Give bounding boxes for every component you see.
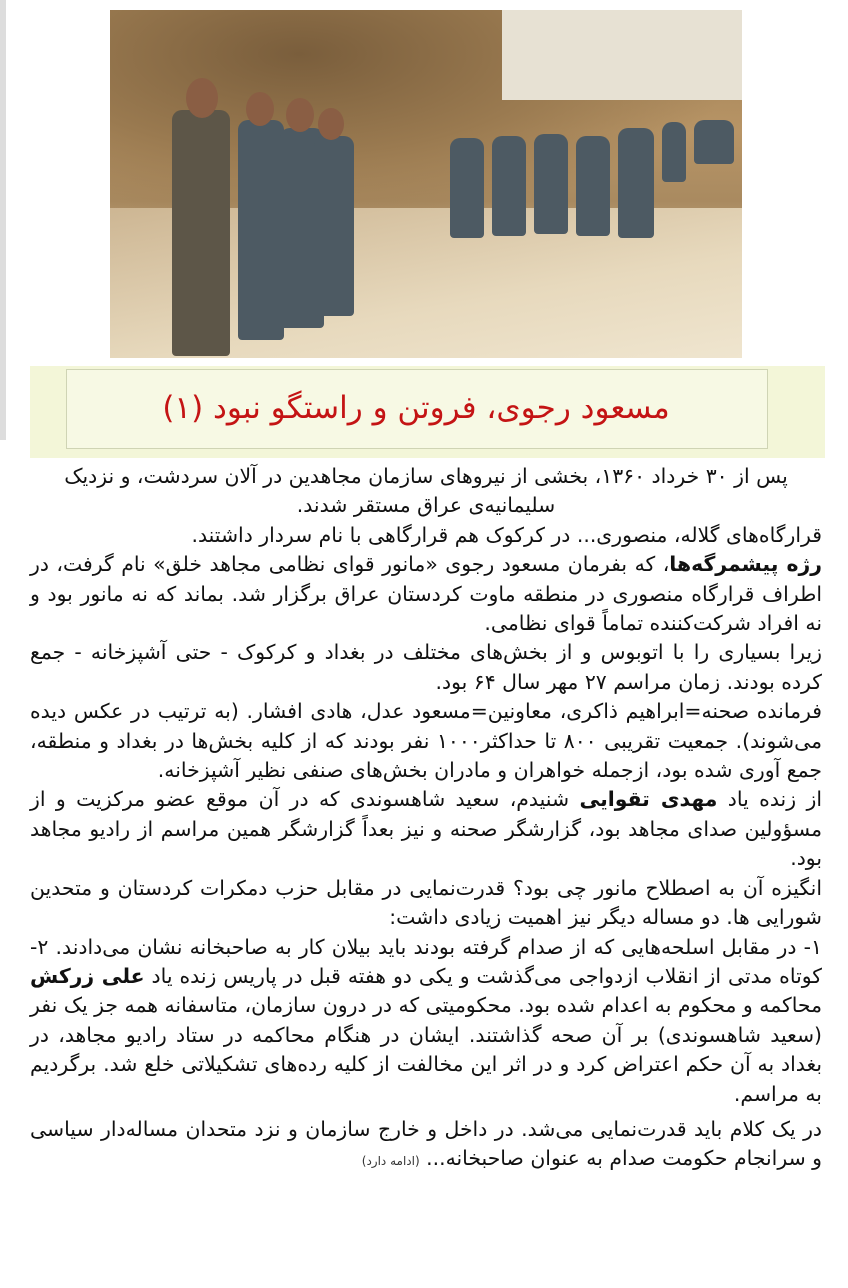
photo-marcher-group <box>694 120 734 164</box>
photo-head <box>186 78 218 118</box>
paragraph: انگیزه آن به اصطلاح مانور چی بود؟ قدرت‌نمایی در مقابل حزب دمکرات کردستان و متحدین شورایی ها. دو مساله دیگر نیز اهمیت زیادی داشت: <box>30 875 822 930</box>
photo-marcher <box>534 134 568 234</box>
photo-marcher <box>618 128 654 238</box>
photo-marcher <box>450 138 484 238</box>
photo-figure-commander <box>172 110 230 356</box>
photo-head <box>318 108 344 140</box>
page-edge <box>0 0 6 440</box>
highlight-phrase: رژه پیشمرگه‌ها <box>669 552 822 577</box>
paragraph-text: ، که بفرمان مسعود رجوی «مانور قوای نظامی مجاهد خلق» نام گرفت، در اطراف قرارگاه منصوری در منطقه ماوت کردستان عراق برگزار شد. بماند که نه مانور بود و نه افراد شرکت‌کننده تماماً قوای نظامی. <box>30 552 822 636</box>
photo-figure-deputy <box>238 120 284 340</box>
paragraph: پس از ۳۰ خرداد ۱۳۶۰، بخشی از نیروهای سازمان مجاهدین در آلان سردشت، و نزدیک سلیمانیه‌ی عراق مستقر شدند. <box>64 464 788 518</box>
paragraph-text: ۱- در مقابل اسلحه‌هایی که از صدام گرفته بودند باید بیلان کار به صاحبخانه نشان می‌دادند. ۲- کوتاه مدتی از انقلاب ازدواجی می‌گذشت و یکی دو هفته قبل در پاریس زنده یاد <box>30 934 822 988</box>
paragraph-text: در یک کلام باید قدرت‌نمایی می‌شد. در داخل و خارج سازمان و نزد متحدان مساله‌دار سیاسی و سرانجام حکومت صدام به عنوان صاحبخانه... <box>30 1116 822 1171</box>
paragraph-text: محاکمه و محکوم به اعدام شده بود. محکومیتی که در درون سازمان، متاسفانه همه جز یک نفر (سعید شاهسوندی) بر آن صحه گذاشتند. ایشان در هنگام محاکمه در ستاد رادیو مجاهد، در بغداد به آن حکم اعتراض کرد و در اثر این مخالفت از کلیه رده‌های تشکیلاتی خلع شد. برگردیم به مراسم. <box>30 993 822 1106</box>
photo-figure-officer <box>314 136 354 316</box>
page-title: مسعود رجوی، فروتن و راستگو نبود (۱) <box>162 390 670 426</box>
paragraph <box>30 1115 822 1177</box>
photo-sky <box>502 10 742 100</box>
photo-marcher <box>576 136 610 236</box>
photo-marcher <box>662 122 686 182</box>
photo-head <box>286 98 314 132</box>
paragraph <box>30 933 822 1109</box>
article-body <box>30 462 822 1177</box>
parade-photo <box>110 10 742 358</box>
photo-head <box>246 92 274 126</box>
paragraph: زیرا بسیاری را با اتوبوس و از بخش‌های مختلف در بغداد و کرکوک - حتی آشپزخانه - جمع کرده بودند. زمان مراسم ۲۷ مهر سال ۶۴ بود. <box>30 640 822 694</box>
photo-marcher <box>492 136 526 236</box>
paragraph-text: شنیدم، سعید شاهسوندی که در آن موقع عضو مرکزیت و از مسؤولین صدای مجاهد بود، گزارشگر صحنه و نیز بعداً گزارشگر همین مراسم از رادیو مجاهد بود. <box>30 787 822 871</box>
paragraph <box>30 550 822 638</box>
continued-note: (ادامه دارد) <box>361 1154 420 1169</box>
highlight-name: مهدی تقوایی <box>579 787 718 812</box>
paragraph <box>30 785 822 873</box>
paragraph: قرارگاه‌های گلاله، منصوری... در کرکوک هم قرارگاهی با نام سردار داشتند. <box>191 522 822 547</box>
highlight-name: علی زرکش <box>30 963 145 988</box>
paragraph: فرمانده صحنه=ابراهیم ذاکری، معاونین=مسعود عدل، هادی افشار. (به ترتیب در عکس دیده می‌شوند). جمعیت تقریبی ۸۰۰ تا حداکثر۱۰۰۰ نفر بودند که از کلیه بخش‌ها در بغداد و منطقه، جمع آوری شده بود، ازجمله خواهران و مادران بخش‌های صنفی نظیر آشپزخانه. <box>30 699 822 783</box>
paragraph-text: از زنده یاد <box>717 787 822 812</box>
